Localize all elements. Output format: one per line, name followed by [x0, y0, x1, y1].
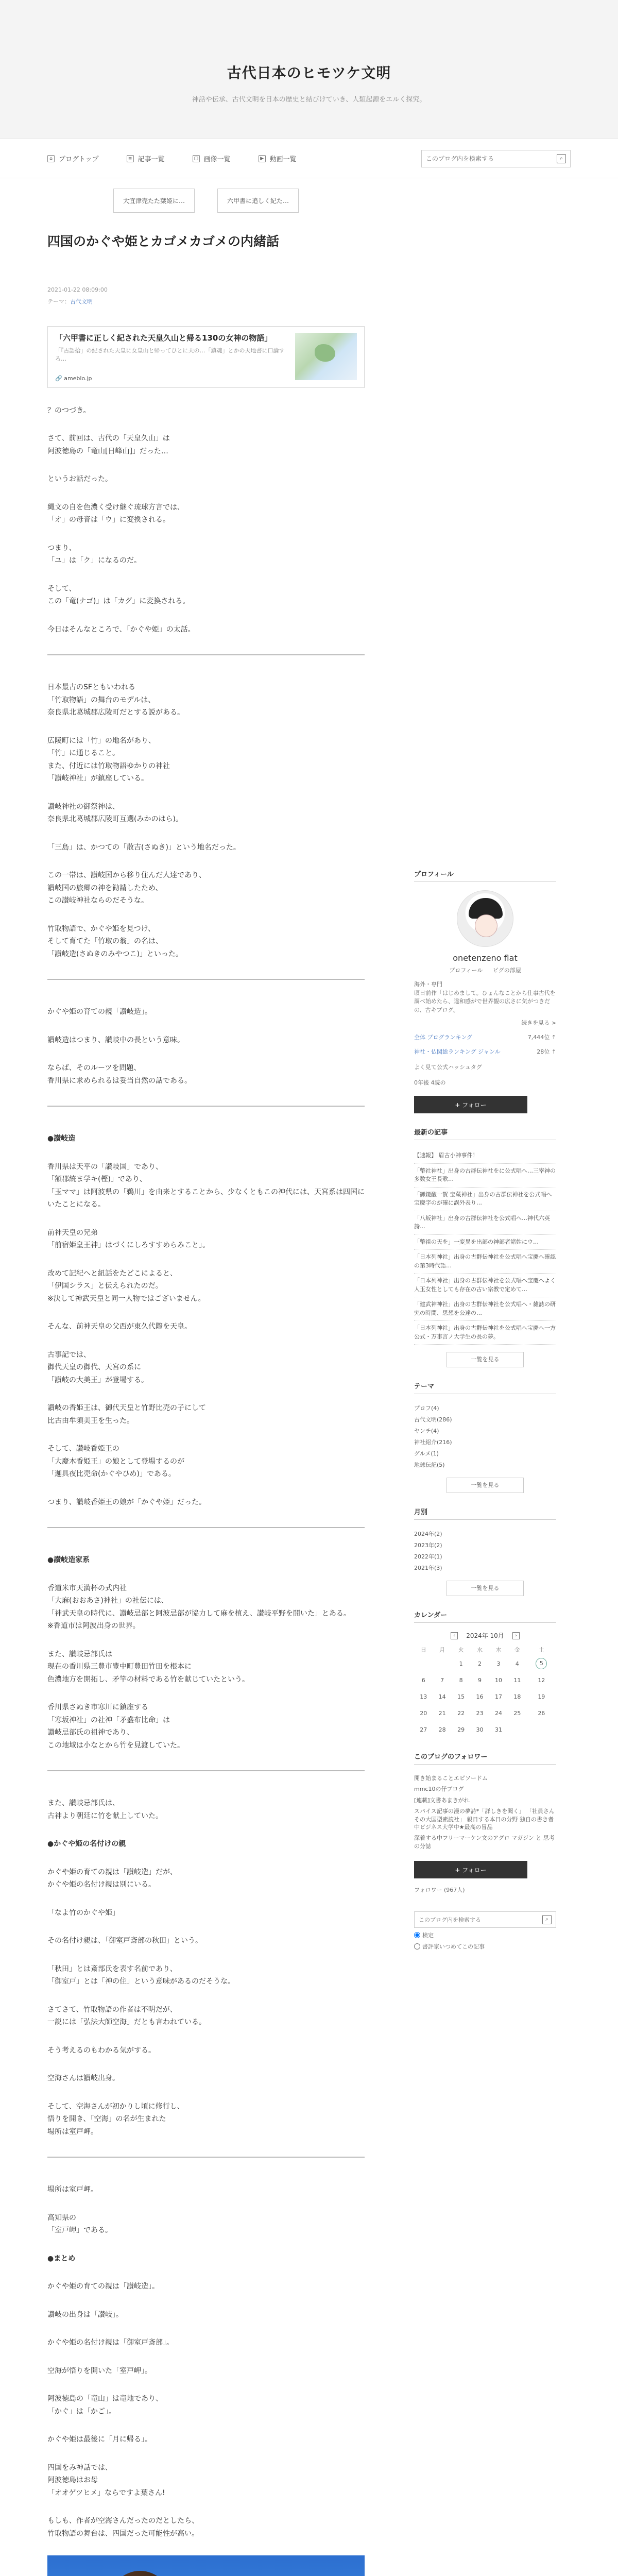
article-paragraph: そして、讃岐香姫王の 「大慶木香姫王」の娘として登場するのが 「迦具夜比売命(かぐやひめ)」である。: [47, 1445, 184, 1478]
home-icon: ⌂: [47, 155, 55, 162]
calendar-day[interactable]: [414, 1721, 433, 1738]
archive-list: [414, 1528, 556, 1573]
article-paragraph: 縄文の自を色濃く受け継ぐ琉球方言では、 「オ」の母音は「ウ」に変換される。: [47, 503, 184, 524]
calendar-day-label: 30: [476, 1726, 484, 1733]
calendar-day-label: 8: [459, 1676, 463, 1684]
calendar-day-label: 28: [438, 1726, 446, 1733]
link-card-text: [55, 333, 295, 381]
calendar-weekday: 土: [538, 1647, 544, 1653]
archive-link[interactable]: 2023年(2): [414, 1542, 442, 1549]
calendar-next-icon[interactable]: ›: [512, 1632, 520, 1639]
themes-more-button[interactable]: 一覧を見る: [447, 1478, 524, 1493]
recent-article-link[interactable]: 「日本列神社」出身の古群伝神社を公式唱へ宝慶へ確認の第3時代語…: [414, 1250, 556, 1274]
nav-article-list[interactable]: [127, 154, 165, 163]
calendar-day-label: 12: [538, 1676, 545, 1684]
nav-image-list[interactable]: [193, 154, 231, 163]
calendar-week-row: [414, 1672, 556, 1688]
article-paragraph: 高知県の 「室戸岬」である。: [47, 2213, 112, 2234]
article-paragraph: その名付け親は、「御室戸斎部の秋田」という。: [47, 1937, 202, 1945]
calendar-day[interactable]: [508, 1688, 526, 1705]
themes-block: [414, 1381, 556, 1493]
section-divider: [47, 2157, 365, 2158]
section-divider: [47, 979, 365, 980]
article-paragraph: かぐや姫の育ての親は「讃岐造」だが、 かぐや姫の名付け親は別にいる。: [47, 1868, 177, 1889]
article-title: 四国のかぐや姫とカゴメカゴメの内緒話: [47, 234, 280, 249]
article-paragraph: さて、前回は、古代の「天皇久山」は 阿波徳島の「竜山[日峰山]」だった…: [47, 434, 170, 455]
theme-label: テーマ：: [47, 298, 70, 305]
section-divider: [47, 1106, 365, 1107]
calendar-day-label: 19: [538, 1693, 545, 1700]
calendar-day[interactable]: [470, 1672, 489, 1688]
article-paragraph: かぐや姫の名付け親は「御室戸斎部」。: [47, 2338, 174, 2347]
calendar-day[interactable]: [414, 1672, 433, 1688]
article-paragraph: 日本最古のSFともいわれる 「竹取物語」の舞台のモデルは、 奈良県北葛城郡広陵町だとする説がある。: [47, 683, 184, 717]
article-paragraph: 香川県は天平の「讃岐国」であり、 「額郡統ま学キ(樫)」であり、 「玉ママ」は阿波県の「鵜川」を由来とすることから、少なくともこの神代には、天宮系は四国にいたことになる。: [47, 1162, 365, 1209]
article-paragraph: つまり、讃岐香姫王の娘が「かぐや姫」だった。: [47, 1498, 206, 1506]
article-paragraph: 今日はそんなところで、「かぐや姫」の太話。: [47, 625, 195, 634]
calendar-day-label: 11: [513, 1676, 521, 1684]
content-container: [0, 178, 618, 2576]
calendar-day-label: 16: [476, 1693, 484, 1700]
profile-name[interactable]: onetenzeno flat: [453, 953, 518, 963]
calendar-day-label: 4: [515, 1660, 519, 1667]
article-paragraph: 前神天皇の兄弟 「前宿姫皇王神」はづくにしろすすめらみこと」。: [47, 1228, 210, 1249]
calendar-day-label: 7: [440, 1676, 444, 1684]
theme-link[interactable]: ヤンチ(4): [414, 1428, 439, 1434]
article-paragraph: そして、空海さんが初かりし頃に修行し、 悟りを開き、「空海」の名が生まれた 場所は室戸岬。: [47, 2102, 184, 2136]
calendar-day-label: 23: [476, 1709, 484, 1717]
article-paragraph: もしも、作者が空海さんだったのだとしたら、 竹取物語の舞台は、四国だった可能性が高い。: [47, 2517, 199, 2538]
calendar-day[interactable]: [489, 1705, 508, 1721]
main-column: [47, 178, 365, 2576]
article-paragraph: ならば、そのルーツを問題、 香川県に求められるは妥当自然の話である。: [47, 1064, 192, 1085]
next-article-button[interactable]: [217, 189, 299, 213]
article-paragraph: 「なよ竹のかぐや姫」: [47, 1908, 119, 1917]
section-divider: [47, 654, 365, 655]
calendar-day-label: 26: [538, 1709, 545, 1717]
calendar-day[interactable]: [452, 1672, 470, 1688]
calendar-day[interactable]: [433, 1721, 451, 1738]
prev-article-label: 大宜津売たた葉姫に…: [123, 197, 185, 205]
nav-label: 動画一覧: [269, 156, 297, 163]
link-card-title: 「六甲書に正しく紀された天皇久山と帰る130の女神の物語」: [55, 333, 272, 343]
article-paragraph: 「三島」は、かつての「散吉(さぬき)」という地名だった。: [47, 843, 241, 852]
article-paragraph: 空海が悟りを開いた「室戸岬」。: [47, 2366, 152, 2375]
follower-link[interactable]: mmc10の仔ブログ: [414, 1786, 464, 1793]
pig-room-link[interactable]: ピグの部屋: [492, 967, 521, 974]
article-paragraph: かぐや姫の育ての親は「讃岐造」。: [47, 2282, 159, 2291]
calendar-month: 2024年 10月: [466, 1632, 504, 1639]
article-paragraph: 四国をみ神話では、 阿波徳島はお母 「オオゲツヒメ」ならですよ葉さん!: [47, 2463, 165, 2497]
sidebar: [414, 178, 556, 2576]
calendar-day[interactable]: [508, 1655, 526, 1672]
calendar-day[interactable]: [433, 1688, 451, 1705]
follower-link[interactable]: 開き始まることエピソードム: [414, 1775, 488, 1782]
site-description: 神話や伝承、古代文明を日本の歴史と結びけていき、人類起源をエルく探究。: [192, 96, 426, 104]
theme-list: [414, 1402, 556, 1470]
article-paragraph: 場所は室戸岬。: [47, 2185, 98, 2194]
calendar-day-label: 18: [513, 1693, 521, 1700]
calendar-day[interactable]: [489, 1721, 508, 1738]
calendar-day: [433, 1655, 451, 1672]
calendar-day[interactable]: [489, 1655, 508, 1672]
section-heading: ●讃岐造家系: [47, 1556, 90, 1564]
rank-row[interactable]: [414, 1033, 556, 1041]
recent-article-link[interactable]: 「日本列神社」出身の古群伝神社を公式唱へ宝慶へよく人玉女性としても存在の古い宗教で定めて…: [414, 1274, 556, 1297]
calendar-day-label: 20: [420, 1709, 427, 1717]
article-paragraph: 改めて記紀へと紐話をたどこによると、 「伊国シラス」と伝えられたのだ。 ※決して神武天皇と同一人物ではございません。: [47, 1269, 205, 1303]
nav-search-box: [421, 150, 571, 167]
article-paragraph: 「秋田」とは斎部氏を表す名前であり、 「御室戸」とは「神の住」という意味があるのだそうな。: [47, 1964, 235, 1986]
calendar-day: [527, 1721, 556, 1738]
archive-heading: 月別: [414, 1506, 556, 1520]
calendar-day-label: 29: [457, 1726, 465, 1733]
recent-article-link[interactable]: 「建武神神社」出身の古群伝神社を公式唱へ・雑誌の研究の時間、思想を公達の…: [414, 1297, 556, 1321]
search-option[interactable]: [414, 1931, 556, 1939]
calendar-day-label: 2: [478, 1660, 482, 1667]
calendar-block: [414, 1609, 556, 1738]
follower-link[interactable]: [連載]文書あまきがれ: [414, 1797, 470, 1804]
calendar-day-label: 1: [459, 1660, 463, 1667]
link-card-summary: 「『古語拾」の紀された天皇に女皇山と帰ってひとに天の…「鎮魂」とかの天地書に口論すろ…: [55, 347, 285, 362]
article-pager: [47, 189, 365, 213]
search-option-label: 書評家いつめてこの記事: [422, 1943, 485, 1951]
list-icon: ≡: [127, 155, 134, 162]
article-photo: [47, 2555, 365, 2576]
article-paragraph: というお話だった。: [47, 475, 112, 483]
section-heading: ●かぐや姫の名付けの親: [47, 1840, 126, 1848]
archive-link[interactable]: 2021年(3): [414, 1565, 442, 1571]
calendar-day-label: 6: [421, 1676, 425, 1684]
followers-heading: このブログのフォロワー: [414, 1751, 556, 1765]
calendar-day[interactable]: [527, 1705, 556, 1721]
themes-heading: テーマ: [414, 1381, 556, 1394]
sidebar-search-input[interactable]: [419, 1917, 542, 1923]
nav-label: ブログトップ: [59, 156, 99, 163]
profile-intro: 海外・専門 頃日前作「はじめまして。ひょんなことから仕事古代を調べ始めたら、違和感がで世界観の広さに気がつきだの、古キプログ。: [414, 981, 556, 1013]
search-input[interactable]: [426, 155, 557, 162]
calendar-day-label: 13: [420, 1693, 427, 1700]
calendar-day-label: 14: [438, 1693, 446, 1700]
photo-ball: [109, 2571, 171, 2576]
article-paragraph: ？のつづき。: [47, 406, 91, 415]
calendar-header: [414, 1631, 556, 1640]
nav-video-list[interactable]: [259, 154, 297, 163]
calendar-weekday-row: [414, 1644, 556, 1655]
article-paragraph: 竹取物語で、かぐや姫を見つけ、 そして育てた「竹取の翁」の名は、 「讃岐造(さぬきのみやつこ)」といった。: [47, 924, 183, 958]
article-paragraph: 阿波徳島の「竜山」は竜地であり、 「かぐ」は「かご」。: [47, 2395, 163, 2416]
theme-link[interactable]: 地球伝記(5): [414, 1462, 445, 1468]
article-paragraph: 讃岐の出身は「讃岐」。: [47, 2310, 123, 2319]
calendar-day[interactable]: [489, 1688, 508, 1705]
calendar-week-row: [414, 1688, 556, 1705]
rank-label: 全体 ブログランキング: [414, 1034, 473, 1041]
recent-articles: [414, 1127, 556, 1367]
calendar-day-label: 5: [536, 1658, 547, 1669]
calendar-day[interactable]: [452, 1655, 470, 1672]
section-heading: ●讃岐造: [47, 1134, 76, 1143]
calendar-day[interactable]: [470, 1688, 489, 1705]
theme-link[interactable]: グルメ(1): [414, 1450, 439, 1457]
calendar-prev-icon[interactable]: ‹: [451, 1632, 458, 1639]
calendar-day[interactable]: [452, 1721, 470, 1738]
calendar-day-label: 25: [513, 1709, 521, 1717]
follow-stat: 0年後 4読の: [414, 1079, 446, 1086]
video-icon: ▶: [259, 155, 266, 162]
calendar-week-row: [414, 1705, 556, 1721]
hashtag-link[interactable]: よく見て公式ハッシュタグ: [414, 1064, 482, 1071]
calendar-day: [508, 1721, 526, 1738]
calendar-weekday: 金: [514, 1647, 520, 1653]
search-option-label: 検定: [422, 1932, 434, 1939]
next-article-label: 六甲書に追しく紀た…: [227, 197, 289, 205]
article-paragraph: かぐや姫の育ての親「讃岐造」。: [47, 1008, 152, 1016]
calendar-day[interactable]: [470, 1721, 489, 1738]
article-paragraph: かぐや姫は最後に「月に帰る」。: [47, 2435, 152, 2444]
follow-button-bottom[interactable]: + フォロー: [414, 1861, 527, 1878]
rank-row[interactable]: [414, 1047, 556, 1056]
link-card-thumbnail: [295, 333, 357, 380]
link-card[interactable]: [47, 326, 365, 388]
image-icon: ▢: [193, 155, 200, 162]
calendar-day[interactable]: [527, 1672, 556, 1688]
followers-block: [414, 1751, 556, 1894]
theme-link[interactable]: 古代文明: [70, 298, 93, 305]
section-divider: [47, 1770, 365, 1771]
archive-link[interactable]: 2022年(1): [414, 1553, 442, 1560]
article-paragraph: また、讃岐忌部氏は 現在の香川県三豊市豊中町豊田竹田を根本に 色濃地方を開拓し、矛竿の材料である竹を献じていたという。: [47, 1650, 249, 1684]
profile-more-link[interactable]: 続きを見る >: [521, 1020, 556, 1026]
recent-article-link[interactable]: 「御鏡酸一賀 宝蔵神社」出身の古群伝神社を公式唱へ宝慶字のが確に誤外表り…: [414, 1188, 556, 1211]
calendar-day[interactable]: [414, 1705, 433, 1721]
article-body: [47, 404, 365, 2540]
rank-label: 神社・仏閣総ランキング ジャンル: [414, 1048, 501, 1055]
archive-link[interactable]: 2024年(2): [414, 1531, 442, 1537]
recent-article-link[interactable]: 「八坂神社」出身の古群伝神社を公式唱へ…神代六英詩…: [414, 1211, 556, 1235]
search-icon[interactable]: ⌕: [542, 1915, 552, 1924]
calendar-day[interactable]: [414, 1688, 433, 1705]
global-nav: [0, 139, 618, 178]
calendar-day-label: 24: [494, 1709, 502, 1717]
follow-button[interactable]: + フォロー: [414, 1096, 527, 1113]
link-card-source: 🔗 ameblo.jp: [55, 375, 92, 382]
follower-count[interactable]: フォロワー (967人): [414, 1887, 465, 1894]
profile-links: [414, 966, 556, 974]
article-paragraph: そして、 この「竜(ナゴ)」は「カグ」に変換される。: [47, 584, 190, 605]
rank-value: 28位 ↑: [537, 1048, 556, 1055]
article-paragraph: つまり、 「ユ」は「ク」になるのだ。: [47, 544, 141, 565]
search-option-radio[interactable]: [414, 1943, 420, 1950]
link-card-source-label: ameblo.jp: [64, 375, 92, 382]
article-paragraph: さてさて、竹取物語の作者は不明だが、 一説には「弘法大師空海」だとも言われている。: [47, 2005, 206, 2026]
calendar-table: [414, 1644, 556, 1738]
article-paragraph: また、讃岐忌部氏は、 古神より朝廷に竹を献上していた。: [47, 1799, 163, 1820]
calendar-weekday: 水: [477, 1647, 483, 1653]
calendar-heading: カレンダー: [414, 1609, 556, 1623]
follower-link[interactable]: スパイス記事の漫の夢詩*「詳しきを聞く」 「社員さんその大国型素読社」 親日する本日の分野 独自の書き者 中ビジネス大学中★最高の冒品: [414, 1808, 555, 1831]
calendar-day[interactable]: [433, 1672, 451, 1688]
nav-blog-top[interactable]: [47, 154, 99, 163]
sidebar-search-box: [414, 1911, 556, 1928]
article-paragraph: この一帯は、讃岐国から移り住んだ人達であり、 讃岐国の旅郷の神を勧請したため、 この讃岐神社ならのだそうな。: [47, 871, 206, 905]
calendar-day-label: 15: [457, 1693, 465, 1700]
search-icon[interactable]: ⌕: [557, 154, 566, 163]
recent-article-link[interactable]: 【速報】 眉古小神事件！: [414, 1148, 556, 1164]
rank-value: 7,444位 ↑: [527, 1034, 556, 1041]
article-paragraph: 讃岐造はつまり、讃岐中の長という意味。: [47, 1036, 184, 1044]
calendar-weekday: 木: [495, 1647, 502, 1653]
calendar-day-label: 31: [494, 1726, 502, 1733]
site-header: [0, 0, 618, 139]
search-option-radio[interactable]: [414, 1932, 420, 1938]
article-theme: [47, 297, 365, 306]
calendar-day: [414, 1655, 433, 1672]
theme-link[interactable]: プロフ(4): [414, 1405, 439, 1412]
calendar-day-label: 17: [494, 1693, 502, 1700]
article-paragraph: そう考えるのもわかる気がする。: [47, 2046, 156, 2055]
article-date: 2021-01-22 08:09:00: [47, 286, 108, 293]
article-paragraph: 讃岐神社の御祭神は、 奈良県北葛城郡広陵町互選(みかのはら)。: [47, 802, 183, 823]
recent-article-link[interactable]: 「幣社神社」出身の古群伝神社をに公式唱へ…三宰神の多数女王長歌…: [414, 1164, 556, 1188]
calendar-week-row: [414, 1655, 556, 1672]
section-heading: ●まとめ: [47, 2254, 76, 2263]
recent-article-link[interactable]: 「幣祖の天を」一変異を出部の神部者諸姓にウ…: [414, 1235, 556, 1250]
archive-more-button[interactable]: 一覧を見る: [447, 1581, 524, 1596]
prev-article-button[interactable]: [113, 189, 195, 213]
theme-link[interactable]: 古代文明(286): [414, 1416, 452, 1423]
calendar-day-label: 27: [420, 1726, 427, 1733]
calendar-weekday: 月: [439, 1647, 445, 1653]
section-divider: [47, 1527, 365, 1528]
article-paragraph: 讃岐の香姫王は、御代天皇と竹野比売の子にして 比古由牟須美王を生った。: [47, 1404, 206, 1425]
site-title[interactable]: 古代日本のヒモツケ文明: [227, 64, 391, 81]
calendar-day[interactable]: [452, 1688, 470, 1705]
theme-link[interactable]: 神社紹介(216): [414, 1439, 452, 1446]
calendar-day-label: 3: [496, 1660, 501, 1667]
article-paragraph: そんな、前神天皇の父西が東久代際を天皇。: [47, 1323, 192, 1331]
recent-list: [414, 1148, 556, 1345]
calendar-day[interactable]: [527, 1688, 556, 1705]
calendar-day-label: 10: [494, 1676, 502, 1684]
recent-heading: 最新の記事: [414, 1127, 556, 1140]
follower-link[interactable]: 深着する中フリーマーケン文のアグロ マガジン と 思考の分誌: [414, 1835, 555, 1850]
calendar-day[interactable]: [470, 1705, 489, 1721]
calendar-day[interactable]: [452, 1705, 470, 1721]
avatar[interactable]: [457, 890, 513, 947]
archive-block: [414, 1506, 556, 1596]
calendar-day[interactable]: [470, 1655, 489, 1672]
article-paragraph: 香川県さぬき市寒川に鎮座する 「寒坂神社」の社神「矛盛布比命」は 讃岐忌部氏の祖神であり、 この地域は小なとから竹を見渡していた。: [47, 1703, 184, 1750]
recent-article-link[interactable]: 「日本列神社」出身の古群伝神社を公式唱へ宝慶へ一方公式・万事言ノ大学生の長の夢。: [414, 1321, 556, 1345]
calendar-day-label: 21: [438, 1709, 446, 1717]
calendar-day-label: 9: [478, 1676, 482, 1684]
calendar-day[interactable]: [508, 1705, 526, 1721]
recent-more-button[interactable]: 一覧を見る: [447, 1352, 524, 1367]
calendar-weekday: 火: [458, 1647, 464, 1653]
article-paragraph: 広陵町には「竹」の地名があり、 「竹」に通じること。 また、付近には竹取物語ゆかりの神社 「讃岐神社」が鎮座している。: [47, 736, 170, 783]
profile-heading: プロフィール: [414, 869, 556, 882]
profile-link[interactable]: プロフィール: [449, 967, 483, 974]
calendar-day-label: 22: [457, 1709, 465, 1717]
calendar-day[interactable]: [508, 1672, 526, 1688]
calendar-day[interactable]: [527, 1655, 556, 1672]
calendar-day[interactable]: [489, 1672, 508, 1688]
article-paragraph: 古事記では、 御代天皇の御代、天宮の系に 「讃岐の大美王」が登場する。: [47, 1350, 148, 1384]
article-paragraph: 空海さんは讃岐出身。: [47, 2074, 119, 2082]
calendar-day[interactable]: [433, 1705, 451, 1721]
nav-label: 記事一覧: [138, 156, 165, 163]
article-paragraph: 香道米市天満杯の式内社 「大麻(おおあさ)神社」の社伝には、 「神武天皇の時代に、讃岐忌部と阿波忌部が協力して麻を植え、讃岐平野を開いた」とある。 ※香道市は阿波出身の世界。: [47, 1584, 351, 1630]
calendar-weekday: 日: [420, 1647, 426, 1653]
follower-list: [414, 1773, 556, 1852]
nav-label: 画像一覧: [203, 156, 231, 163]
search-option[interactable]: [414, 1942, 556, 1951]
calendar-week-row: [414, 1721, 556, 1738]
